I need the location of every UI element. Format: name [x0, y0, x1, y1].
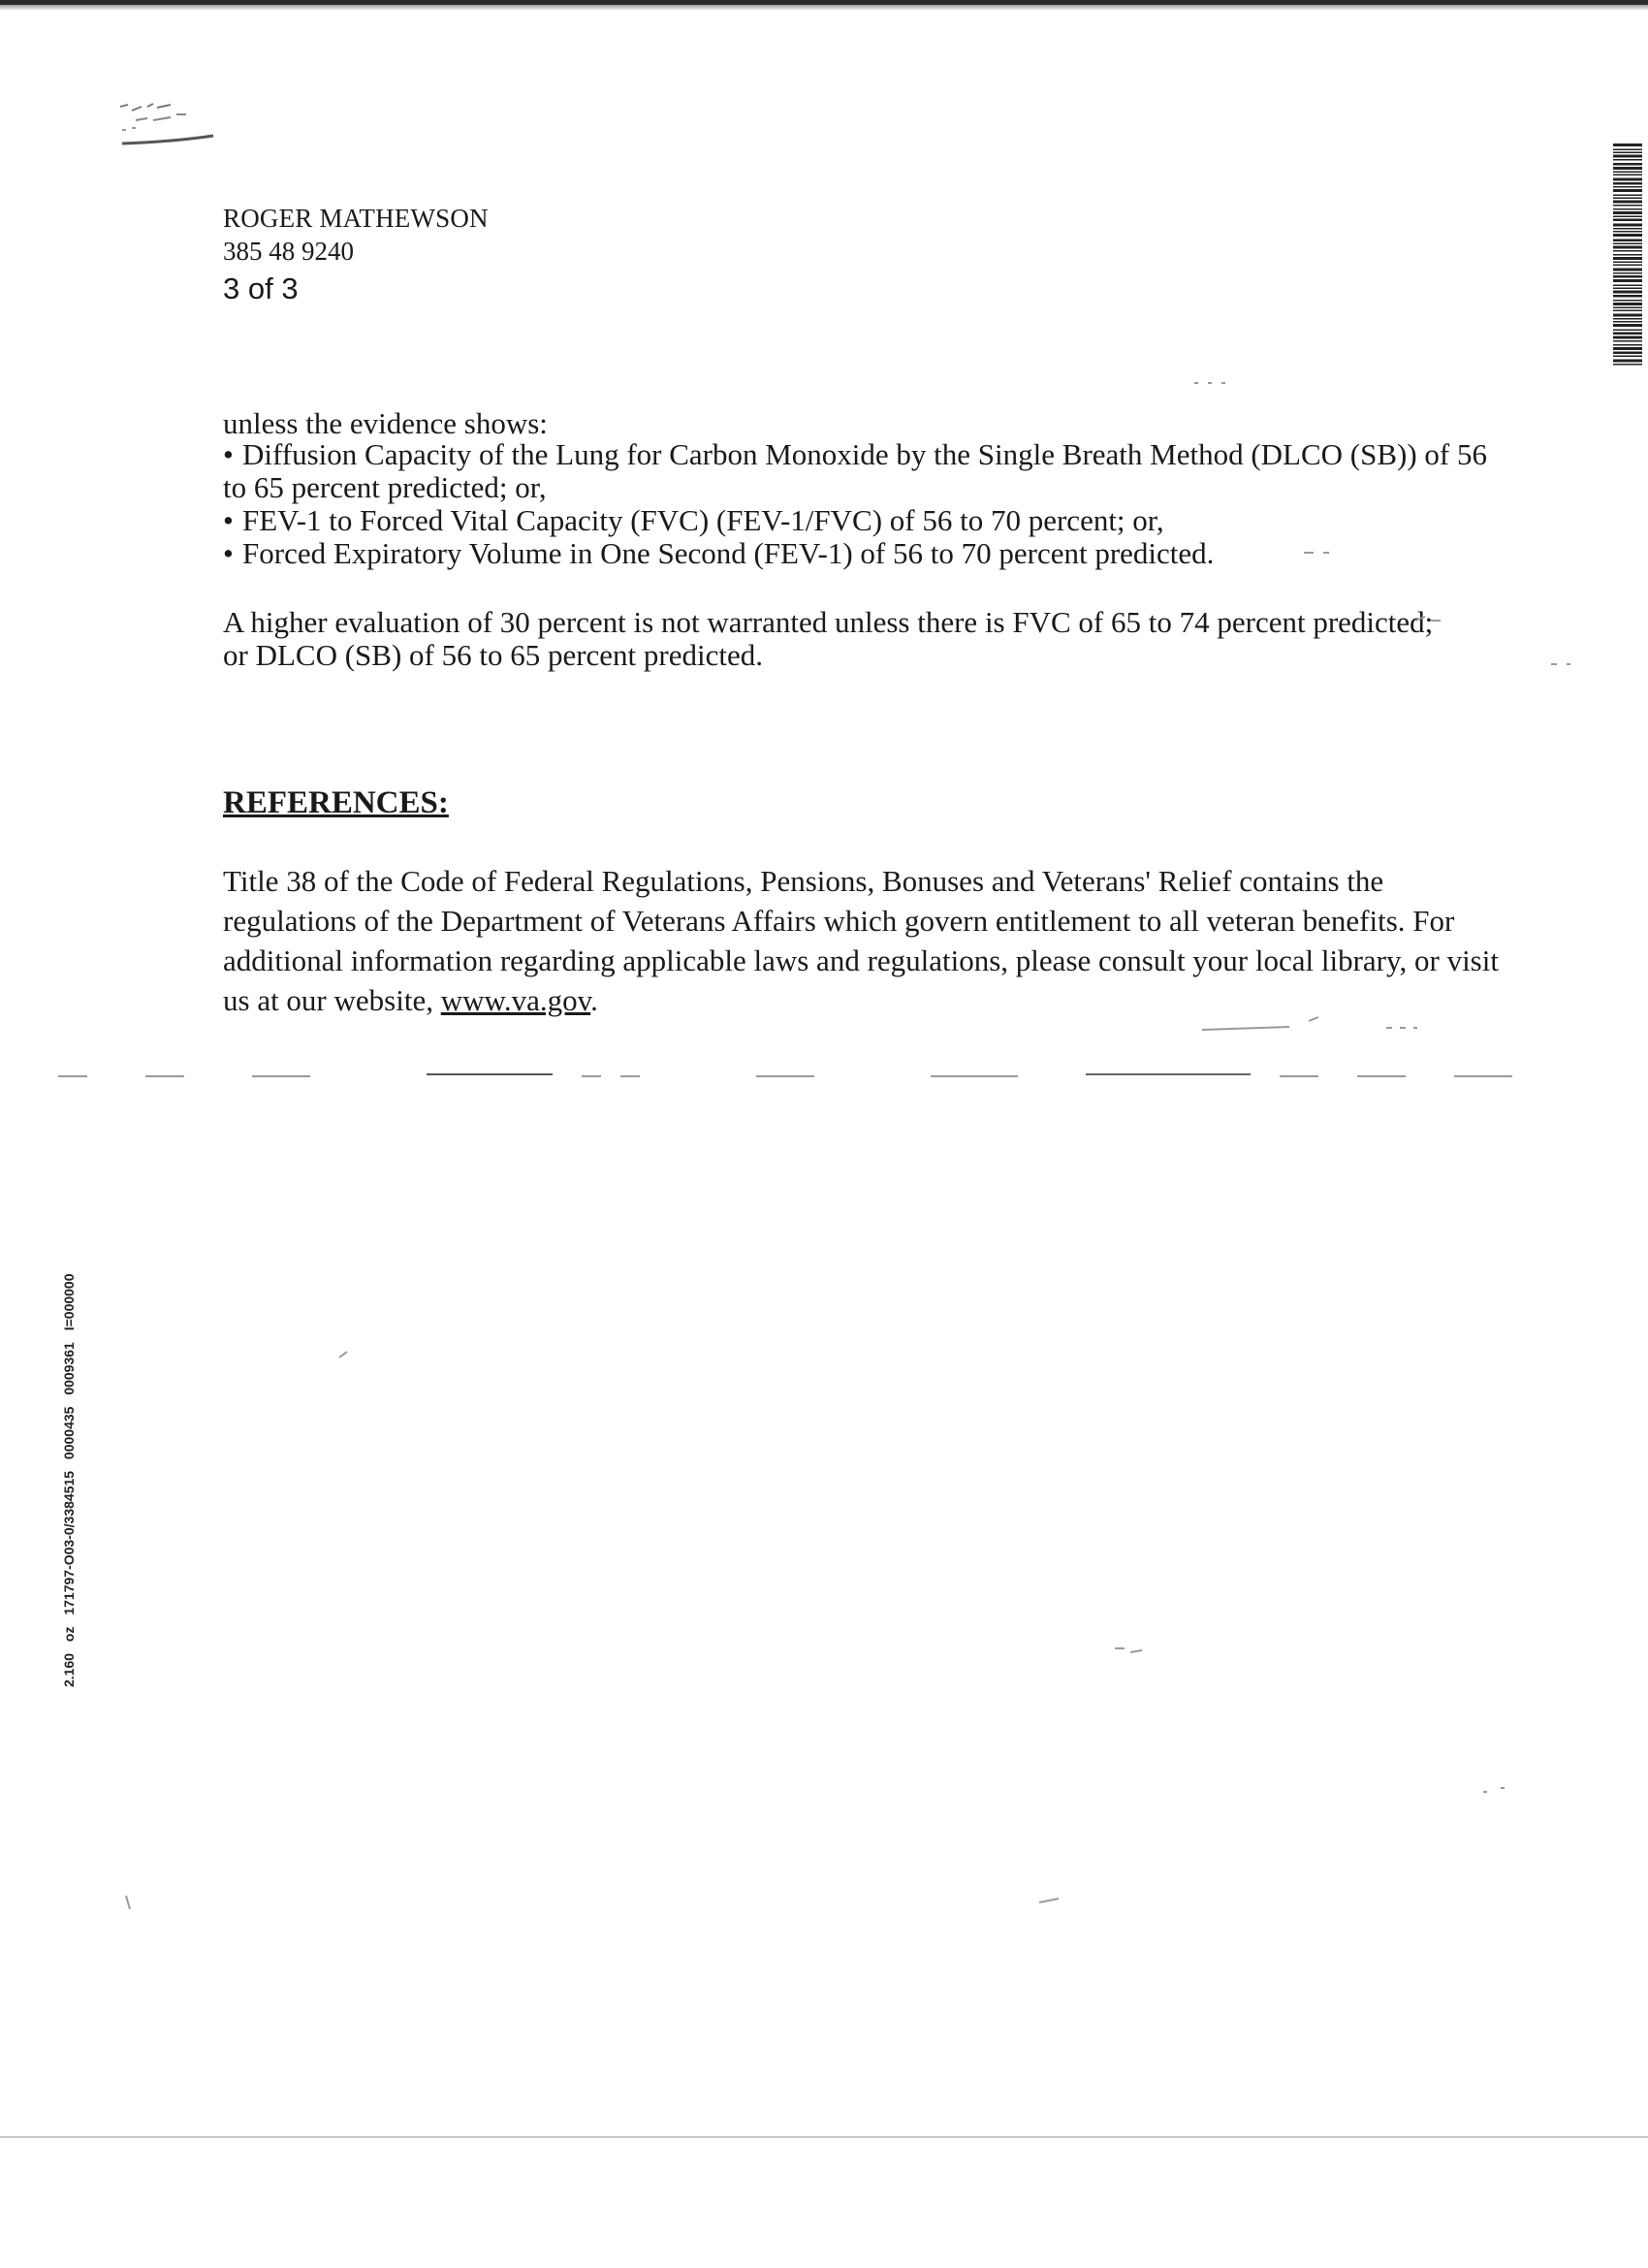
bullet-icon: • — [223, 437, 234, 471]
recipient-name: ROGER MATHEWSON — [223, 204, 489, 233]
references-heading: REFERENCES: — [223, 785, 449, 820]
evidence-bullet-fev1 — [223, 537, 1503, 570]
bullet-icon: • — [223, 536, 234, 570]
bullet-text: Forced Expiratory Volume in One Second (FEV-1) of 56 to 70 percent predicted. — [242, 536, 1215, 570]
bullet-icon: • — [223, 503, 234, 537]
evidence-bullet-fev1-fvc — [223, 504, 1503, 537]
recipient-header — [223, 202, 489, 308]
references-end: . — [590, 983, 598, 1017]
bullet-text: Diffusion Capacity of the Lung for Carbon Monoxide by the Single Breath Method (DLCO (SB)) of 56 to 65 percent predicted; or, — [223, 437, 1488, 504]
references-paragraph — [223, 861, 1503, 1020]
handwritten-mark-icon — [58, 89, 242, 157]
page-divider — [0, 2136, 1648, 2138]
scan-top-edge-shadow — [0, 5, 1648, 11]
higher-evaluation-paragraph: A higher evaluation of 30 percent is not warranted unless there is FVC of 65 to 74 percent predicted; or DLCO (SB) of 56 to 65 percent predicted. — [223, 605, 1434, 672]
recipient-id: 385 48 9240 — [223, 237, 354, 266]
references-text: Title 38 of the Code of Federal Regulations, Pensions, Bonuses and Veterans' Relief contains the regulations of the Department of Veterans Affairs which govern entitlement to all veteran benefits. For additional information regarding applicable laws and regulations, please consult your local library, or visit us at our website, — [223, 864, 1499, 1017]
va-website-link[interactable]: www.va.gov — [440, 983, 591, 1017]
page-indicator: 3 of 3 — [223, 272, 299, 305]
evidence-intro: unless the evidence shows: — [223, 406, 548, 440]
evidence-bullet-dlco — [223, 438, 1503, 504]
mail-processing-code: 2.160 oz 171797-O03-0/3384515 0000435 0009361 I=000000 — [61, 1273, 77, 1687]
evidence-bullet-list — [223, 438, 1503, 570]
bullet-text: FEV-1 to Forced Vital Capacity (FVC) (FEV-1/FVC) of 56 to 70 percent; or, — [242, 503, 1164, 537]
barcode-icon — [1613, 144, 1642, 367]
